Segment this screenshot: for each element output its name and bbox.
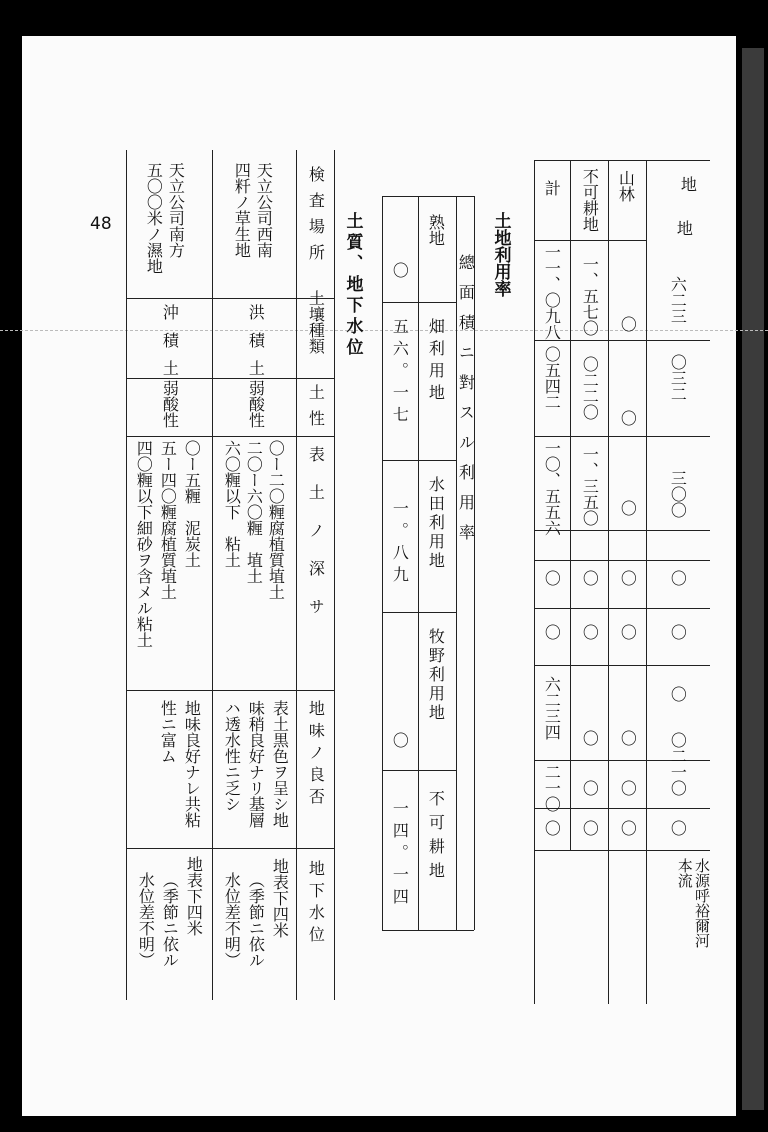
soil-row2-depth-1: 〇ー五糎 泥炭土 <box>182 440 202 568</box>
soil-header-nature: 土性 <box>306 384 326 436</box>
soil-header-depth: 表土ノ深サ <box>306 446 326 636</box>
soil-row1-groundwater-3: 水位差不明） <box>222 872 242 968</box>
cell-ji-note: 水源呼裕爾河本流 <box>675 858 711 948</box>
rate-value-2: 五六。一七 <box>390 318 410 428</box>
rate-label-2: 畑利用地 <box>426 318 446 406</box>
header-sanrin: 山林 <box>616 170 636 202</box>
cell-kei-8: 〇 <box>542 820 562 836</box>
cell-sanrin-2: 〇 <box>618 410 638 426</box>
cell-kei-2: 〇五四二 <box>542 346 562 410</box>
soil-row2-groundwater-1: 地表下四米 <box>184 856 204 936</box>
cell-fuka-2: 〇二二〇 <box>580 356 600 420</box>
rate-value-5: 一四。一四 <box>390 800 410 910</box>
cell-ji-3: 三〇〇 <box>668 470 688 518</box>
cell-kei-7: 二一〇 <box>542 764 562 812</box>
soil-row1-quality-3: ハ透水性ニ乏シ <box>222 700 242 812</box>
cell-fuka-3: 一、三五〇 <box>580 446 600 526</box>
cell-fuka-5: 〇 <box>580 624 600 640</box>
soil-header-groundwater: 地下水位 <box>306 860 326 948</box>
rate-label-4: 牧野利用地 <box>426 628 446 723</box>
cell-fuka-4: 〇 <box>580 570 600 586</box>
soil-row1-soil-type: 洪積土 <box>246 304 266 388</box>
soil-row2-groundwater-2: （季節ニ依ル <box>160 872 180 968</box>
soil-row1-groundwater-2: （季節ニ依ル <box>246 872 266 968</box>
soil-row1-depth-2: 二〇ー六〇糎 埴土 <box>244 440 264 584</box>
cell-sanrin-4: 〇 <box>618 570 638 586</box>
cell-ji-4: 〇 <box>668 570 688 586</box>
soil-row1-quality-1: 表土黒色ヲ呈シ地 <box>270 700 290 828</box>
soil-header-quality: 地味ノ良否 <box>306 700 326 810</box>
cell-sanrin-7: 〇 <box>618 780 638 796</box>
cell-ji-2: 〇三二 <box>668 354 688 402</box>
soil-row1-depth-3: 六〇糎以下 粘土 <box>222 440 242 568</box>
header-ji-top: 地 <box>678 176 698 192</box>
cell-kei-6: 六二三四 <box>542 676 562 740</box>
soil-header-location: 検査場所 <box>306 166 326 270</box>
soil-row2-quality-2: 性ニ富ム <box>158 700 178 764</box>
rate-value-3: 一。八九 <box>390 500 410 588</box>
cell-kei-5: 〇 <box>542 624 562 640</box>
cell-fuka-8: 〇 <box>580 820 600 836</box>
page-number: 48 <box>90 214 112 234</box>
cell-ji-5: 〇 <box>668 624 688 640</box>
cell-kei-3: 一〇、五五六 <box>542 440 562 536</box>
soil-row2-location-1: 天立公司南方 <box>166 162 186 258</box>
cell-sanrin-5: 〇 <box>618 624 638 640</box>
cell-sanrin-1: 〇 <box>618 316 638 332</box>
soil-row2-depth-2: 五ー四〇糎腐植質埴土 <box>158 440 178 600</box>
cell-ji-7: 〇二一〇 <box>668 732 688 796</box>
soil-row2-depth-3: 四〇糎以下細砂ヲ含メル粘土 <box>134 440 154 648</box>
soil-row2-nature: 弱酸性 <box>160 380 180 428</box>
land-use-rate-title: 土地利用率 <box>490 212 511 297</box>
header-fukakochi: 不可耕地 <box>580 168 600 232</box>
soil-row1-groundwater-1: 地表下四米 <box>270 858 290 938</box>
soil-row2-groundwater-3: 水位差不明） <box>136 872 156 968</box>
cell-sanrin-3: 〇 <box>618 500 638 516</box>
cell-ji-8: 〇 <box>668 820 688 836</box>
cell-sanrin-8: 〇 <box>618 820 638 836</box>
soil-row2-soil-type: 沖積土 <box>160 304 180 388</box>
soil-row2-location-2: 五〇〇米ノ濕地 <box>144 162 164 274</box>
soil-row1-depth-1: 〇ー二〇糎腐植質埴土 <box>266 440 286 600</box>
header-ji: 地 <box>674 220 694 236</box>
cell-kei-4: 〇 <box>542 570 562 586</box>
fold-crease <box>0 330 768 331</box>
cell-fuka-7: 〇 <box>580 780 600 796</box>
soil-row2-quality-1: 地味良好ナレ共粘 <box>182 700 202 828</box>
cell-sanrin-6: 〇 <box>618 730 638 746</box>
rate-header: 總面積ニ對スル利用率 <box>456 254 476 554</box>
page-edge-shadow <box>742 48 764 1110</box>
rate-label-1: 熟地 <box>426 214 446 246</box>
soil-row1-location-2: 四粁ノ草生地 <box>232 162 252 258</box>
cell-fuka-6: 〇 <box>580 730 600 746</box>
cell-fuka-1: 一、五七〇 <box>580 256 600 336</box>
cell-kei-1: 一一、〇九八 <box>542 244 562 340</box>
soil-section-title: 土質、地下水位 <box>342 212 363 359</box>
cell-ji-6: 〇 <box>668 686 688 702</box>
soil-row1-quality-2: 味稍良好ナリ基層 <box>246 700 266 828</box>
rate-value-1: 〇 <box>390 262 410 278</box>
soil-row1-location-1: 天立公司西南 <box>254 162 274 258</box>
soil-row1-nature: 弱酸性 <box>246 380 266 428</box>
soil-header-soil-type: 土壤種類 <box>306 290 326 354</box>
rate-value-4: 〇 <box>390 732 410 748</box>
cell-ji-1: 六二三 <box>668 276 688 324</box>
rate-label-5: 不可耕地 <box>426 790 446 886</box>
header-kei: 計 <box>542 180 562 196</box>
rate-label-3: 水田利用地 <box>426 476 446 571</box>
